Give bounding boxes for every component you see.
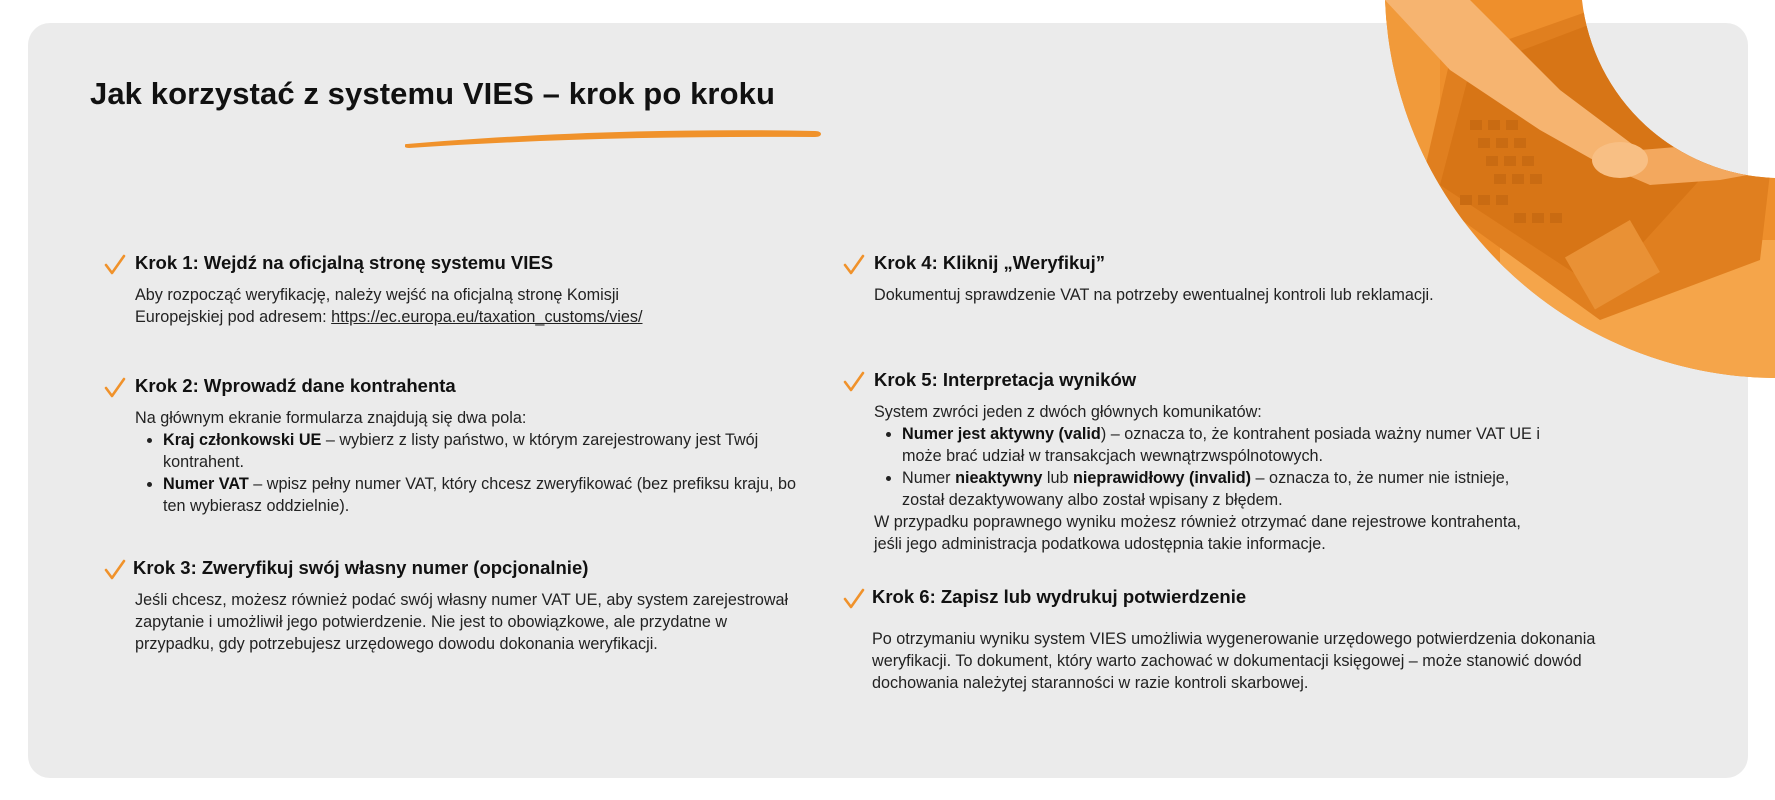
- step-outro: W przypadku poprawnego wyniku możesz również otrzymać dane rejestrowe kontrahenta, jeśli jego administracja podatkowa udostępnia takie informacje.: [874, 513, 1521, 553]
- checkmark-icon: [843, 370, 865, 394]
- step-heading: Krok 3: Zweryfikuj swój własny numer (opcjonalnie): [133, 557, 589, 578]
- step-heading: Krok 2: Wprowadź dane kontrahenta: [135, 375, 456, 396]
- list-item: • Numer VAT – wpisz pełny numer VAT, który chcesz zweryfikować (bez prefiksu kraju, bo ten wybierasz oddzielnie).: [163, 473, 804, 517]
- step-heading: Krok 6: Zapisz lub wydrukuj potwierdzenie: [872, 586, 1247, 607]
- title-underline: [405, 124, 825, 148]
- result-list: [874, 423, 1543, 511]
- field-list: [135, 429, 804, 517]
- list-item: • Numer nieaktywny lub nieprawidłowy (invalid) – oznacza to, że numer nie istnieje, został dezaktywowany albo został wpisany z błędem.: [902, 467, 1543, 511]
- step-intro: System zwróci jeden z dwóch głównych komunikatów:: [874, 403, 1262, 421]
- checkmark-icon: [843, 587, 865, 611]
- step-heading: Krok 1: Wejdź na oficjalną stronę systemu VIES: [135, 252, 554, 273]
- checkmark-icon: [104, 558, 126, 582]
- vies-link[interactable]: https://ec.europa.eu/taxation_customs/vies/: [331, 308, 643, 326]
- list-item: • Numer jest aktywny (valid) – oznacza to, że kontrahent posiada ważny numer VAT UE i może brać udział w transakcjach wewnątrzwspólnotowych.: [902, 423, 1543, 467]
- step-5: [843, 368, 1543, 555]
- step-text: Aby rozpocząć weryfikację, należy wejść na oficjalną stronę Komisji Europejskiej pod adresem: https://ec.europa.eu/taxation_customs/vies/: [135, 286, 643, 326]
- step-text: Dokumentuj sprawdzenie VAT na potrzeby ewentualnej kontroli lub reklamacji.: [874, 286, 1434, 304]
- step-text: Jeśli chcesz, możesz również podać swój własny numer VAT UE, aby system zarejestrował zapytanie i umożliwił jego potwierdzenie. Nie jest to obowiązkowe, ale przydatne w przypadku, gdy potrzebujesz urzędowego dowodu dokonania weryfikacji.: [135, 591, 789, 653]
- page-title: Jak korzystać z systemu VIES – krok po kroku: [90, 76, 775, 111]
- step-1: [104, 251, 824, 328]
- checkmark-icon: [104, 376, 126, 400]
- step-text: Po otrzymaniu wyniku system VIES umożliwia wygenerowanie urzędowego potwierdzenia dokonania weryfikacji. To dokument, który warto zachować w dokumentacji księgowej – może stanowić dowód dochowania należytej staranności w razie kontroli skarbowej.: [872, 630, 1596, 692]
- list-item: • Kraj członkowski UE – wybierz z listy państwo, w którym zarejestrowany jest Twój kontrahent.: [163, 429, 804, 473]
- step-4: [843, 251, 1543, 306]
- step-6: [843, 585, 1623, 694]
- step-3: [104, 556, 794, 655]
- checkmark-icon: [104, 253, 126, 277]
- step-heading: Krok 5: Interpretacja wyników: [874, 369, 1137, 390]
- step-2: [104, 374, 804, 517]
- step-heading: Krok 4: Kliknij „Weryfikuj”: [874, 252, 1105, 273]
- step-intro: Na głównym ekranie formularza znajdują się dwa pola:: [135, 409, 527, 427]
- checkmark-icon: [843, 253, 865, 277]
